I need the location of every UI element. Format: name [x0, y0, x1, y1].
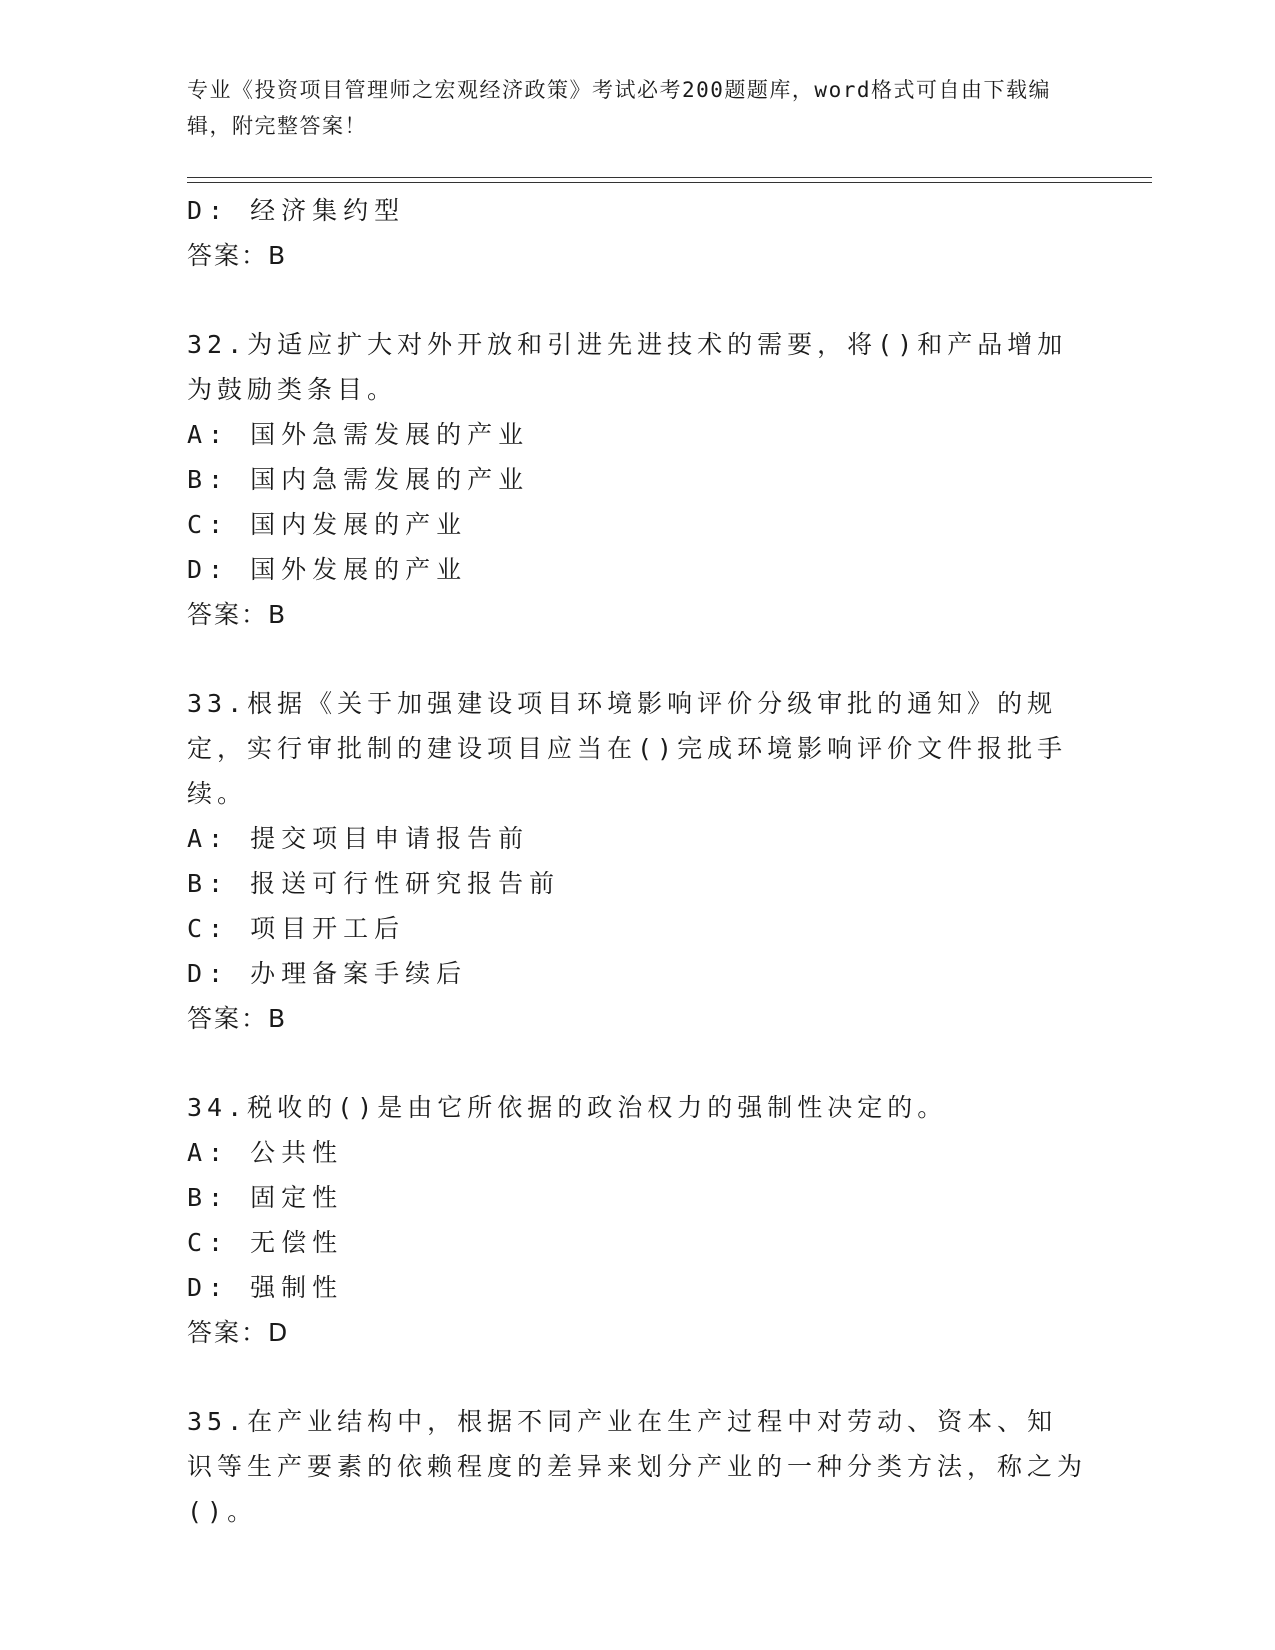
header-divider-top: [187, 177, 1152, 178]
answer-line: 答案：B: [187, 241, 288, 270]
option-d: D: 办理备案手续后: [187, 959, 468, 988]
question-34: [187, 1085, 1087, 1355]
option-d: D: 经济集约型: [187, 196, 406, 225]
question-35: [187, 1399, 1087, 1534]
answer-line: 答案：B: [187, 1004, 288, 1033]
answer-line: 答案：B: [187, 600, 288, 629]
option-b: B: 国内急需发展的产业: [187, 465, 530, 494]
option-d: D: 国外发展的产业: [187, 555, 468, 584]
option-c: C: 项目开工后: [187, 914, 406, 943]
option-c: C: 国内发展的产业: [187, 510, 468, 539]
header-divider-bottom: [187, 182, 1152, 183]
option-d: D: 强制性: [187, 1273, 344, 1302]
question-stem: 35.在产业结构中，根据不同产业在生产过程中对劳动、资本、知识等生产要素的依赖程度的差异来划分产业的一种分类方法，称之为()。: [187, 1407, 1088, 1526]
option-c: C: 无偿性: [187, 1228, 344, 1257]
document-header: 专业《投资项目管理师之宏观经济政策》考试必考200题题库，word格式可自由下载编辑，附完整答案！: [187, 78, 1051, 138]
option-a: A: 国外急需发展的产业: [187, 420, 530, 449]
question-stem: 32.为适应扩大对外开放和引进先进技术的需要，将()和产品增加为鼓励类条目。: [187, 330, 1068, 404]
option-a: A: 提交项目申请报告前: [187, 824, 530, 853]
question-stem: 33.根据《关于加强建设项目环境影响评价分级审批的通知》的规定，实行审批制的建设项目应当在()完成环境影响评价文件报批手续。: [187, 689, 1068, 808]
question-32: [187, 322, 1087, 637]
option-b: B: 固定性: [187, 1183, 344, 1212]
question-33: [187, 681, 1087, 1041]
answer-line: 答案：D: [187, 1318, 290, 1347]
option-b: B: 报送可行性研究报告前: [187, 869, 561, 898]
question-stem: 34.税收的()是由它所依据的政治权力的强制性决定的。: [187, 1093, 948, 1122]
option-a: A: 公共性: [187, 1138, 344, 1167]
question-list: [187, 188, 1087, 1534]
